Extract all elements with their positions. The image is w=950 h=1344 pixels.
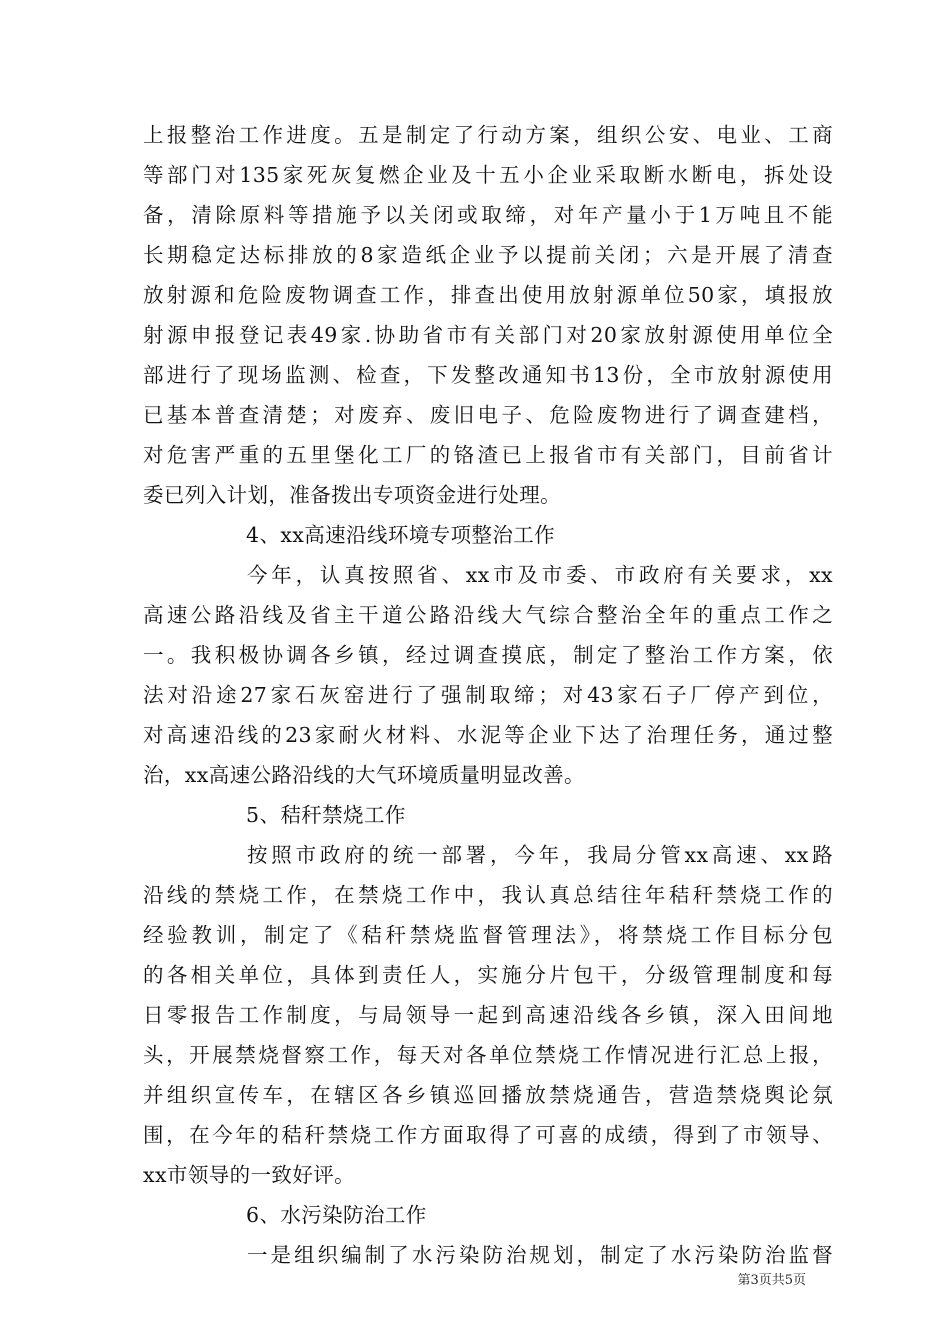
paragraph-line: 对危害严重的五里堡化工厂的铬渣已上报省市有关部门，目前省计 [143,443,833,467]
paragraph-line: 部进行了现场监测、检查，下发整改通知书13份，全市放射源使用 [143,363,833,387]
paragraph-line: xx市领导的一致好评。 [143,1163,356,1187]
paragraph-line: 围，在今年的秸秆禁烧工作方面取得了可喜的成绩，得到了市领导、 [143,1123,833,1147]
paragraph-line: 已基本普查清楚；对废弃、废旧电子、危险废物进行了调查建档， [143,403,833,427]
page-number: 第3页共5页 [737,1273,806,1288]
paragraph-line: 经验教训，制定了《秸秆禁烧监督管理法》，将禁烧工作目标分包 [143,923,833,947]
paragraph-line: 按照市政府的统一部署，今年，我局分管xx高速、xx路 [247,843,833,867]
paragraph-line: 沿线的禁烧工作，在禁烧工作中，我认真总结往年秸秆禁烧工作的 [143,883,833,907]
paragraph-line: 今年，认真按照省、xx市及市委、市政府有关要求，xx [247,563,833,587]
section-heading: 6、水污染防治工作 [246,1203,427,1227]
paragraph-line: 头，开展禁烧督察工作，每天对各单位禁烧工作情况进行汇总上报， [143,1043,833,1067]
paragraph-line: 长期稳定达标排放的8家造纸企业予以提前关闭；六是开展了清查 [143,243,833,267]
paragraph-line: 并组织宣传车，在辖区各乡镇巡回播放禁烧通告，营造禁烧舆论氛 [143,1083,833,1107]
paragraph-line: 备，清除原料等措施予以关闭或取缔，对年产量小于1万吨且不能 [143,203,833,227]
paragraph-line: 法对沿途27家石灰窑进行了强制取缔；对43家石子厂停产到位， [143,683,833,707]
paragraph-line: 对高速沿线的23家耐火材料、水泥等企业下达了治理任务，通过整 [143,723,833,747]
paragraph-line: 高速公路沿线及省主干道公路沿线大气综合整治全年的重点工作之 [143,603,833,627]
paragraph-line: 放射源和危险废物调查工作，排查出使用放射源单位50家，填报放 [143,283,833,307]
paragraph-line: 委已列入计划，准备拨出专项资金进行处理。 [143,483,561,507]
paragraph-line: 上报整治工作进度。五是制定了行动方案，组织公安、电业、工商 [143,123,833,147]
paragraph-line: 日零报告工作制度，与局领导一起到高速沿线各乡镇，深入田间地 [143,1003,833,1027]
paragraph-line: 一是组织编制了水污染防治规划，制定了水污染防治监督 [247,1243,833,1267]
section-heading: 5、秸秆禁烧工作 [246,803,406,827]
section-heading: 4、xx高速沿线环境专项整治工作 [246,523,556,547]
paragraph-line: 治，xx高速公路沿线的大气环境质量明显改善。 [143,763,585,787]
paragraph-line: 等部门对135家死灰复燃企业及十五小企业采取断水断电，拆处设 [143,163,833,187]
paragraph-line: 的各相关单位，具体到责任人，实施分片包干，分级管理制度和每 [143,963,833,987]
paragraph-line: 射源申报登记表49家.协助省市有关部门对20家放射源使用单位全 [143,323,833,347]
paragraph-line: 一。我积极协调各乡镇，经过调查摸底，制定了整治工作方案，依 [143,643,833,667]
